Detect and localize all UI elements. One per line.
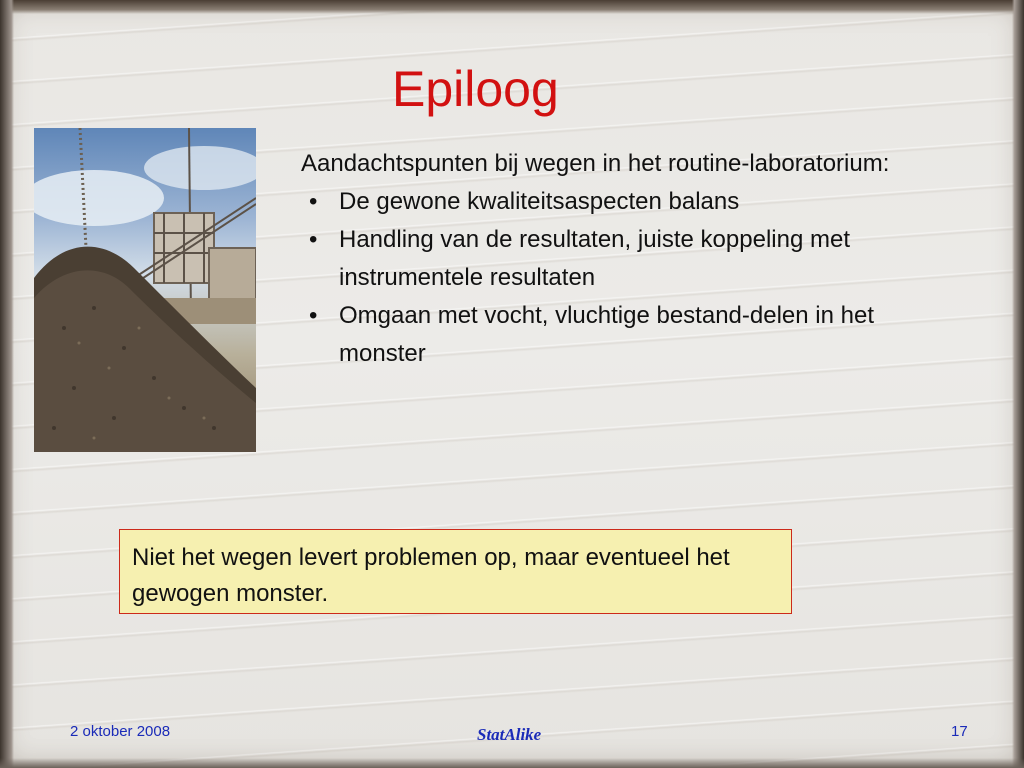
list-item [301, 221, 901, 297]
slide-title: Epiloog [392, 61, 559, 117]
bullet-text: De gewone kwaliteitsaspecten balans [339, 188, 740, 215]
frame-left-edge [0, 0, 14, 768]
frame-bottom-edge [0, 758, 1024, 768]
footer-date: 2 oktober 2008 [70, 723, 171, 740]
list-item [301, 297, 901, 373]
bullet-text: Handling van de resultaten, juiste koppeling met instrumentele resultaten [339, 226, 850, 291]
bullet-icon: • [309, 302, 318, 329]
gravel-plant-photo [34, 128, 256, 452]
bullet-icon: • [309, 226, 318, 253]
frame-right-edge [1012, 0, 1024, 768]
list-item [301, 183, 901, 221]
frame-top-edge [0, 0, 1024, 14]
bullet-icon: • [309, 188, 318, 215]
callout-box: Niet het wegen levert problemen op, maar eventueel het gewogen monster. [119, 529, 792, 614]
gravel-plant-illustration [34, 128, 256, 452]
content-body [301, 145, 901, 373]
footer-brand: StatAlike [477, 725, 542, 744]
bullet-text: Omgaan met vocht, vluchtige bestand-delen in het monster [339, 302, 874, 367]
page-number: 17 [951, 723, 968, 740]
bullet-list [301, 183, 901, 373]
intro-text: Aandachtspunten bij wegen in het routine-laboratorium: [301, 150, 890, 177]
